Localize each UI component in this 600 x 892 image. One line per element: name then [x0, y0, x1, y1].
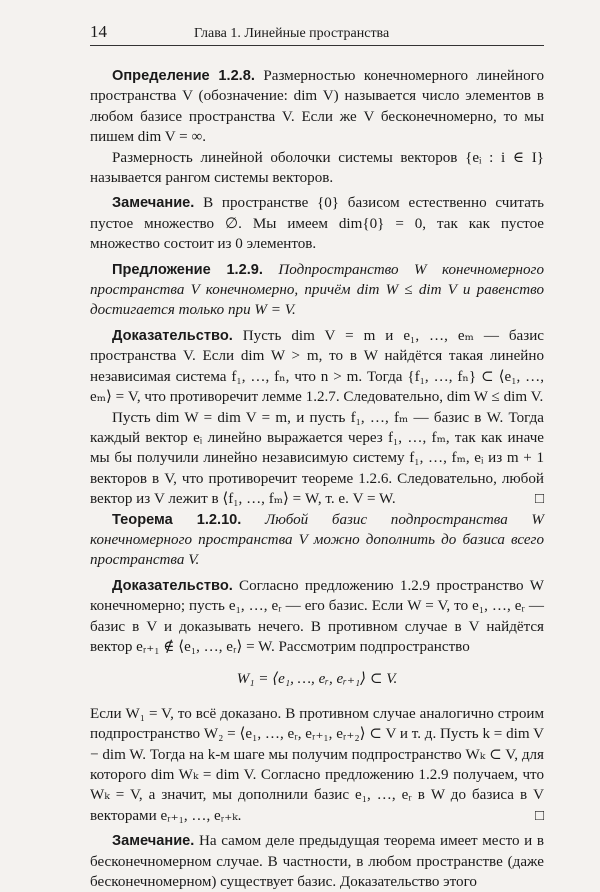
remark-infinite-dim: Замечание. На самом деле предыдущая теорема имеет место и в бесконечномерном случае. В частности, в любом пространстве (даже бесконечномерном) существует базис. Доказательство этого: [90, 833, 544, 891]
proof-2: Доказательство. Согласно предложению 1.2.9 пространство W конечномерно; пусть e₁, …, eᵣ — его базис. Если W = V, то e₁, …, eᵣ — базис в V и доказывать нечего. В противном случае в V найдётся вектор eᵣ₊₁ ∉ ⟨e₁, …, eᵣ⟩ = W. Рассмотрим подпространство: [90, 577, 544, 655]
remark-empty-basis: Замечание. В пространстве {0} базисом естественно считать пустое множество ∅. Мы имеем dim{0} = 0, так как пустое множество состоит из 0 элементов.: [90, 195, 544, 253]
qed-mark: □: [534, 807, 544, 824]
display-formula: W₁ = ⟨e₁, …, eᵣ, eᵣ₊₁⟩ ⊂ V.: [236, 671, 398, 688]
definition-1-2-8: Определение 1.2.8. Размерностью конечномерного линейного пространства V (обозначение: dim V) называется число элементов в любом базисе пространства V. Если же V бесконечномерно, то мы пишем dim V = ∞.: [90, 68, 544, 146]
proposition-1-2-9: Предложение 1.2.9. Подпространство W конечномерного пространства V конечномерно, причём dim W ≤ dim V и равенство достигается только при W = V.: [90, 261, 544, 319]
rank-paragraph: Размерность линейной оболочки системы векторов {eᵢ : i ∈ I} называется рангом системы векторов.: [90, 149, 544, 187]
proof-1-continued: Пусть dim W = dim V = m, и пусть f₁, …, fₘ — базис в W. Тогда каждый вектор eᵢ линейно выражается через f₁, …, fₘ, так как иначе мы бы получили линейно независимую систему f₁, …, fₘ, eᵢ из m + 1 векторов в V, что противоречит теореме 1.2.6. Следовательно, любой вектор из V лежит в ⟨f₁, …, fₘ⟩ = W, т. е. V = W. □: [90, 408, 544, 510]
page-number: 14: [90, 22, 107, 41]
running-title: Глава 1. Линейные пространства: [194, 26, 390, 41]
theorem-1-2-10: Теорема 1.2.10. Любой базис подпространства W конечномерного пространства V можно дополнить до базиса всего пространства V.: [90, 511, 544, 569]
page-header: [90, 22, 544, 46]
qed-mark: □: [534, 491, 544, 508]
proof-1: Доказательство. Пусть dim V = m и e₁, …, eₘ — базис пространства V. Если dim W > m, то в W найдётся такая линейно независимая система f₁, …, fₙ, что n > m. Тогда {f₁, …, fₙ} ⊂ ⟨e₁, …, eₘ⟩ = V, что противоречит лемме 1.2.7. Следовательно, dim W ≤ dim V.: [90, 327, 544, 406]
proof-2-continued: Если W₁ = V, то всё доказано. В противном случае аналогично строим подпространство W₂ = ⟨e₁, …, eᵣ, eᵣ₊₁, eᵣ₊₂⟩ ⊂ V и т. д. Пусть k = dim V − dim W. Тогда на k-м шаге мы получим подпространство Wₖ ⊂ V, для которого dim Wₖ = dim V. Согласно предложению 1.2.9 получаем, что Wₖ = V, а значит, мы дополнили базис e₁, …, eᵣ в W до базиса в V векторами eᵣ₊₁, …, eᵣ₊ₖ. □: [90, 704, 544, 826]
